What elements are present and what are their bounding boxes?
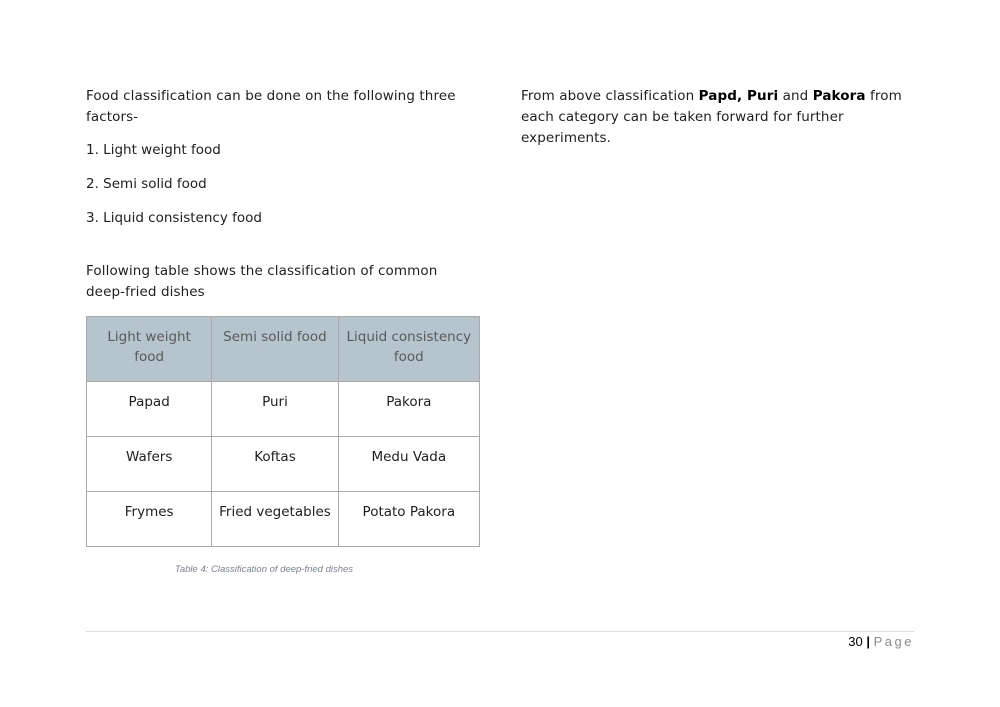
classification-table: [86, 316, 480, 547]
page-number: 30: [848, 634, 863, 649]
page-label: Page: [873, 634, 914, 649]
list-item-semi-solid: 2. Semi solid food: [86, 176, 207, 192]
header-liquid-consistency: Liquid consistency food: [338, 317, 479, 382]
right-column: [521, 86, 921, 149]
table-cell: Puri: [212, 382, 338, 437]
footer-divider: [86, 631, 914, 632]
table-header-row: [87, 317, 480, 382]
table-cell: Koftas: [212, 437, 338, 492]
intro-paragraph: Food classification can be done on the following three factors-: [86, 88, 456, 125]
header-semi-solid: Semi solid food: [212, 317, 338, 382]
table-cell: Fried vegetables: [212, 492, 338, 547]
table-cell: Pakora: [338, 382, 479, 437]
list-item-light: 1. Light weight food: [86, 142, 221, 158]
page-footer: [848, 634, 914, 649]
table-row: [87, 437, 480, 492]
conclusion-text-3: from each category can be taken forward for further experiments.: [521, 88, 902, 146]
footer-separator: |: [866, 634, 870, 649]
highlight-pakora: Pakora: [812, 88, 866, 104]
table-cell: Wafers: [87, 437, 212, 492]
table-cell: Frymes: [87, 492, 212, 547]
table-cell: Medu Vada: [338, 437, 479, 492]
conclusion-text-2: and: [778, 88, 813, 104]
list-item-liquid: 3. Liquid consistency food: [86, 210, 262, 226]
table-caption: Table 4: Classification of deep-fried dishes: [174, 564, 354, 575]
table-intro-paragraph: Following table shows the classification of common deep-fried dishes: [86, 263, 438, 300]
header-light-weight: Light weight food: [87, 317, 212, 382]
conclusion-text-1: From above classification: [521, 88, 699, 104]
table-cell: Papad: [87, 382, 212, 437]
table-row: [87, 492, 480, 547]
conclusion-paragraph: [521, 86, 921, 149]
table-row: [87, 382, 480, 437]
highlight-papd-puri: Papd, Puri: [698, 88, 779, 104]
table-cell: Potato Pakora: [338, 492, 479, 547]
left-column: [86, 86, 480, 575]
